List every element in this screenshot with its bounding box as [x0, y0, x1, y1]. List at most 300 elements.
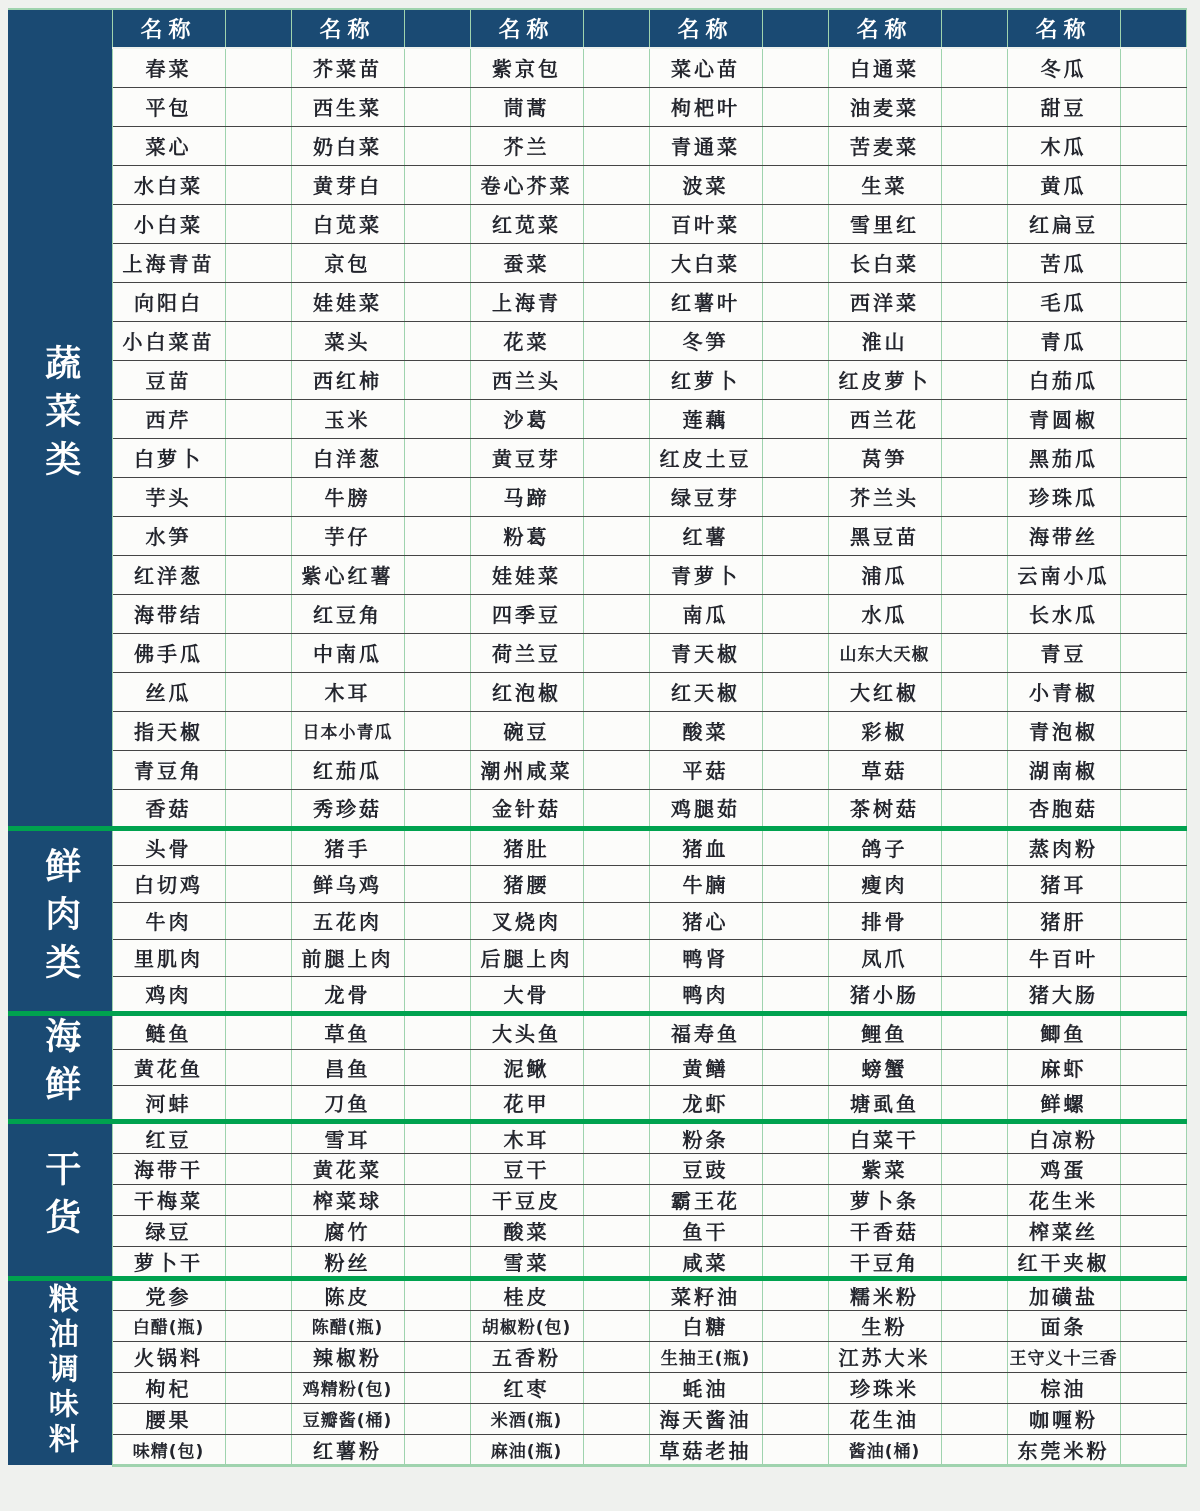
item-cell: 生粉 — [828, 1310, 941, 1341]
item-cell: 指天椒 — [112, 711, 225, 750]
item-cell: 波菜 — [649, 165, 762, 204]
price-cell — [404, 282, 470, 321]
price-cell — [941, 1215, 1007, 1246]
table-row — [8, 399, 1186, 438]
item-cell: 牛百叶 — [1007, 939, 1120, 976]
item-cell: 浦瓜 — [828, 555, 941, 594]
item-cell: 白通菜 — [828, 48, 941, 87]
price-cell — [1120, 1310, 1186, 1341]
table-row — [8, 633, 1186, 672]
price-cell — [404, 243, 470, 282]
price-cell — [225, 939, 291, 976]
table-row — [8, 204, 1186, 243]
price-cell — [762, 1049, 828, 1085]
table-row — [8, 1184, 1186, 1215]
item-cell: 黄豆芽 — [470, 438, 583, 477]
price-cell — [941, 828, 1007, 865]
price-cell — [225, 126, 291, 165]
table-row — [8, 243, 1186, 282]
price-cell — [941, 939, 1007, 976]
price-cell — [404, 1215, 470, 1246]
item-cell: 香菇 — [112, 789, 225, 828]
price-cell — [1120, 1215, 1186, 1246]
item-cell: 红洋葱 — [112, 555, 225, 594]
price-cell — [762, 865, 828, 902]
price-cell — [404, 1184, 470, 1215]
category-label: 干货 — [39, 1149, 81, 1246]
item-cell: 西洋菜 — [828, 282, 941, 321]
item-cell: 水笋 — [112, 516, 225, 555]
item-cell: 枸杞 — [112, 1372, 225, 1403]
price-cell — [762, 1341, 828, 1372]
table-row — [8, 750, 1186, 789]
item-cell: 小白菜 — [112, 204, 225, 243]
item-cell: 糯米粉 — [828, 1278, 941, 1310]
price-cell — [762, 165, 828, 204]
price-column-header — [1120, 9, 1186, 48]
table-row — [8, 516, 1186, 555]
item-cell: 后腿上肉 — [470, 939, 583, 976]
price-cell — [583, 711, 649, 750]
table-row — [8, 594, 1186, 633]
price-cell — [404, 438, 470, 477]
price-cell — [583, 438, 649, 477]
item-cell: 干豆皮 — [470, 1184, 583, 1215]
price-cell — [1120, 672, 1186, 711]
table-row — [8, 976, 1186, 1013]
item-cell: 火锅料 — [112, 1341, 225, 1372]
price-cell — [583, 1403, 649, 1434]
price-cell — [1120, 399, 1186, 438]
item-cell: 鲤鱼 — [828, 1013, 941, 1049]
item-cell: 青豆角 — [112, 750, 225, 789]
price-cell — [941, 1403, 1007, 1434]
item-cell: 蚕菜 — [470, 243, 583, 282]
item-cell: 佛手瓜 — [112, 633, 225, 672]
price-cell — [225, 282, 291, 321]
price-cell — [583, 1278, 649, 1310]
item-cell: 党参 — [112, 1278, 225, 1310]
price-cell — [583, 1246, 649, 1278]
item-cell: 鲫鱼 — [1007, 1013, 1120, 1049]
price-cell — [225, 1153, 291, 1184]
item-cell: 红薯粉 — [291, 1434, 404, 1465]
table-row — [8, 48, 1186, 87]
item-cell: 牛腩 — [649, 865, 762, 902]
price-cell — [1120, 750, 1186, 789]
category-cell — [8, 1278, 112, 1465]
price-cell — [225, 1184, 291, 1215]
price-cell — [404, 1403, 470, 1434]
price-cell — [1120, 711, 1186, 750]
price-cell — [1120, 516, 1186, 555]
price-cell — [762, 1153, 828, 1184]
table-row — [8, 438, 1186, 477]
price-cell — [404, 750, 470, 789]
item-cell: 青泡椒 — [1007, 711, 1120, 750]
item-cell: 西红柿 — [291, 360, 404, 399]
item-cell: 木耳 — [470, 1121, 583, 1153]
item-cell: 粉葛 — [470, 516, 583, 555]
price-cell — [404, 1153, 470, 1184]
item-cell: 四季豆 — [470, 594, 583, 633]
item-cell: 甜豆 — [1007, 87, 1120, 126]
price-cell — [1120, 789, 1186, 828]
item-cell: 东莞米粉 — [1007, 1434, 1120, 1465]
price-cell — [941, 1246, 1007, 1278]
item-cell: 莲藕 — [649, 399, 762, 438]
price-cell — [1120, 555, 1186, 594]
item-cell: 山东大天椒 — [828, 633, 941, 672]
price-cell — [762, 789, 828, 828]
price-cell — [941, 976, 1007, 1013]
price-cell — [583, 828, 649, 865]
item-cell: 黄瓜 — [1007, 165, 1120, 204]
price-cell — [941, 477, 1007, 516]
item-cell: 娃娃菜 — [291, 282, 404, 321]
price-cell — [404, 594, 470, 633]
item-cell: 上海青苗 — [112, 243, 225, 282]
price-cell — [762, 516, 828, 555]
item-cell: 荷兰豆 — [470, 633, 583, 672]
price-cell — [404, 1310, 470, 1341]
price-cell — [225, 204, 291, 243]
item-cell: 黄花鱼 — [112, 1049, 225, 1085]
table-row — [8, 126, 1186, 165]
item-cell: 绿豆芽 — [649, 477, 762, 516]
item-cell: 木耳 — [291, 672, 404, 711]
price-cell — [225, 438, 291, 477]
item-cell: 河蚌 — [112, 1085, 225, 1121]
price-cell — [941, 1085, 1007, 1121]
price-cell — [404, 1278, 470, 1310]
item-cell: 百叶菜 — [649, 204, 762, 243]
item-cell: 江苏大米 — [828, 1341, 941, 1372]
item-cell: 海带干 — [112, 1153, 225, 1184]
item-cell: 胡椒粉(包) — [470, 1310, 583, 1341]
item-cell: 榨菜丝 — [1007, 1215, 1120, 1246]
table-row — [8, 1341, 1186, 1372]
item-cell: 生菜 — [828, 165, 941, 204]
item-cell: 豆瓣酱(桶) — [291, 1403, 404, 1434]
table-row — [8, 555, 1186, 594]
item-cell: 黄芽白 — [291, 165, 404, 204]
item-cell: 雪菜 — [470, 1246, 583, 1278]
item-cell: 菜心 — [112, 126, 225, 165]
price-cell — [583, 555, 649, 594]
price-cell — [762, 633, 828, 672]
price-cell — [1120, 865, 1186, 902]
price-cell — [583, 750, 649, 789]
item-cell: 花甲 — [470, 1085, 583, 1121]
price-cell — [1120, 321, 1186, 360]
price-cell — [404, 976, 470, 1013]
price-cell — [1120, 1085, 1186, 1121]
table-row — [8, 1372, 1186, 1403]
item-cell: 鸡腿茹 — [649, 789, 762, 828]
item-cell: 木瓜 — [1007, 126, 1120, 165]
item-cell: 鸡肉 — [112, 976, 225, 1013]
item-cell: 红天椒 — [649, 672, 762, 711]
price-cell — [404, 672, 470, 711]
table-row — [8, 1278, 1186, 1310]
item-cell: 猪肝 — [1007, 902, 1120, 939]
price-cell — [941, 321, 1007, 360]
price-cell — [941, 1434, 1007, 1465]
category-label: 鲜肉类 — [39, 846, 81, 991]
price-cell — [1120, 976, 1186, 1013]
item-cell: 萝卜条 — [828, 1184, 941, 1215]
item-cell: 草菇老抽 — [649, 1434, 762, 1465]
table-row — [8, 1215, 1186, 1246]
price-cell — [1120, 204, 1186, 243]
item-cell: 牛膀 — [291, 477, 404, 516]
item-cell: 鱼干 — [649, 1215, 762, 1246]
item-cell: 红茄瓜 — [291, 750, 404, 789]
item-cell: 海带丝 — [1007, 516, 1120, 555]
price-cell — [404, 1434, 470, 1465]
item-cell: 丝瓜 — [112, 672, 225, 711]
price-cell — [762, 1184, 828, 1215]
item-cell: 日本小青瓜 — [291, 711, 404, 750]
price-cell — [583, 48, 649, 87]
price-cell — [225, 902, 291, 939]
table-row — [8, 1403, 1186, 1434]
price-cell — [225, 477, 291, 516]
price-cell — [1120, 1184, 1186, 1215]
price-cell — [225, 516, 291, 555]
table-row — [8, 939, 1186, 976]
price-cell — [941, 1372, 1007, 1403]
item-cell: 草菇 — [828, 750, 941, 789]
item-cell: 潮州咸菜 — [470, 750, 583, 789]
price-cell — [583, 672, 649, 711]
price-cell — [1120, 438, 1186, 477]
item-cell: 陈皮 — [291, 1278, 404, 1310]
column-header: 名称 — [828, 9, 941, 48]
item-cell: 红薯 — [649, 516, 762, 555]
column-header: 名称 — [1007, 9, 1120, 48]
price-cell — [941, 165, 1007, 204]
item-cell: 茶树菇 — [828, 789, 941, 828]
price-cell — [762, 750, 828, 789]
item-cell: 枸杷叶 — [649, 87, 762, 126]
item-cell: 瘦肉 — [828, 865, 941, 902]
price-cell — [583, 1372, 649, 1403]
category-label: 蔬菜类 — [39, 343, 81, 488]
price-cell — [941, 633, 1007, 672]
column-header: 名称 — [112, 9, 225, 48]
item-cell: 干香菇 — [828, 1215, 941, 1246]
price-cell — [225, 1013, 291, 1049]
price-cell — [404, 865, 470, 902]
item-cell: 向阳白 — [112, 282, 225, 321]
price-cell — [583, 1049, 649, 1085]
table-row — [8, 282, 1186, 321]
price-cell — [225, 1434, 291, 1465]
item-cell: 花生油 — [828, 1403, 941, 1434]
table-row — [8, 711, 1186, 750]
item-cell: 味精(包) — [112, 1434, 225, 1465]
price-cell — [583, 516, 649, 555]
item-cell: 杏胞菇 — [1007, 789, 1120, 828]
item-cell: 黄花菜 — [291, 1153, 404, 1184]
price-cell — [1120, 165, 1186, 204]
item-cell: 平菇 — [649, 750, 762, 789]
item-cell: 鸡精粉(包) — [291, 1372, 404, 1403]
price-cell — [583, 282, 649, 321]
item-cell: 排骨 — [828, 902, 941, 939]
item-cell: 黑茄瓜 — [1007, 438, 1120, 477]
price-cell — [762, 828, 828, 865]
price-cell — [941, 516, 1007, 555]
item-cell: 麻油(瓶) — [470, 1434, 583, 1465]
item-cell: 大骨 — [470, 976, 583, 1013]
price-cell — [583, 1310, 649, 1341]
price-cell — [1120, 633, 1186, 672]
price-cell — [762, 1434, 828, 1465]
item-cell: 春菜 — [112, 48, 225, 87]
price-cell — [762, 399, 828, 438]
item-cell: 龙骨 — [291, 976, 404, 1013]
price-cell — [225, 1341, 291, 1372]
table-row — [8, 1246, 1186, 1278]
price-cell — [583, 1121, 649, 1153]
price-cell — [225, 165, 291, 204]
item-cell: 豆苗 — [112, 360, 225, 399]
price-cell — [583, 1184, 649, 1215]
price-cell — [762, 204, 828, 243]
price-cell — [1120, 1403, 1186, 1434]
price-table — [8, 8, 1187, 1467]
price-cell — [941, 865, 1007, 902]
price-cell — [762, 243, 828, 282]
table-row — [8, 865, 1186, 902]
price-cell — [762, 939, 828, 976]
price-cell — [941, 282, 1007, 321]
table-row — [8, 1310, 1186, 1341]
price-cell — [1120, 594, 1186, 633]
table-row — [8, 360, 1186, 399]
price-cell — [762, 48, 828, 87]
price-cell — [762, 126, 828, 165]
item-cell: 中南瓜 — [291, 633, 404, 672]
item-cell: 芋头 — [112, 477, 225, 516]
price-cell — [762, 672, 828, 711]
price-cell — [762, 1215, 828, 1246]
item-cell: 鲢鱼 — [112, 1013, 225, 1049]
price-cell — [762, 1310, 828, 1341]
price-cell — [225, 711, 291, 750]
table-row — [8, 1121, 1186, 1153]
price-cell — [404, 1013, 470, 1049]
item-cell: 娃娃菜 — [470, 555, 583, 594]
item-cell: 猪大肠 — [1007, 976, 1120, 1013]
price-cell — [941, 126, 1007, 165]
price-cell — [583, 1434, 649, 1465]
item-cell: 福寿鱼 — [649, 1013, 762, 1049]
price-cell — [583, 594, 649, 633]
price-cell — [941, 1310, 1007, 1341]
item-cell: 塘虱鱼 — [828, 1085, 941, 1121]
price-cell — [225, 87, 291, 126]
price-cell — [583, 902, 649, 939]
item-cell: 奶白菜 — [291, 126, 404, 165]
price-cell — [941, 902, 1007, 939]
table-row — [8, 1434, 1186, 1465]
price-cell — [1120, 1341, 1186, 1372]
item-cell: 冬笋 — [649, 321, 762, 360]
item-cell: 咖喱粉 — [1007, 1403, 1120, 1434]
item-cell: 云南小瓜 — [1007, 555, 1120, 594]
price-cell — [762, 282, 828, 321]
price-column-header — [762, 9, 828, 48]
price-cell — [762, 555, 828, 594]
item-cell: 白切鸡 — [112, 865, 225, 902]
price-cell — [583, 976, 649, 1013]
item-cell: 雪耳 — [291, 1121, 404, 1153]
price-cell — [583, 1085, 649, 1121]
price-cell — [404, 399, 470, 438]
price-cell — [225, 976, 291, 1013]
price-cell — [941, 1013, 1007, 1049]
column-header: 名称 — [470, 9, 583, 48]
item-cell: 刀鱼 — [291, 1085, 404, 1121]
item-cell: 水白菜 — [112, 165, 225, 204]
item-cell: 蚝油 — [649, 1372, 762, 1403]
price-cell — [404, 789, 470, 828]
item-cell: 淮山 — [828, 321, 941, 360]
item-cell: 沙葛 — [470, 399, 583, 438]
item-cell: 鲜乌鸡 — [291, 865, 404, 902]
item-cell: 猪小肠 — [828, 976, 941, 1013]
price-cell — [583, 939, 649, 976]
price-cell — [941, 672, 1007, 711]
price-cell — [404, 902, 470, 939]
price-cell — [941, 1184, 1007, 1215]
price-cell — [225, 399, 291, 438]
price-table-body — [8, 9, 1186, 1465]
price-cell — [404, 516, 470, 555]
item-cell: 凤爪 — [828, 939, 941, 976]
item-cell: 长水瓜 — [1007, 594, 1120, 633]
item-cell: 昌鱼 — [291, 1049, 404, 1085]
price-cell — [1120, 1278, 1186, 1310]
item-cell: 辣椒粉 — [291, 1341, 404, 1372]
price-cell — [941, 1341, 1007, 1372]
item-cell: 棕油 — [1007, 1372, 1120, 1403]
price-cell — [941, 243, 1007, 282]
price-cell — [225, 360, 291, 399]
price-cell — [225, 555, 291, 594]
item-cell: 青天椒 — [649, 633, 762, 672]
item-cell: 冬瓜 — [1007, 48, 1120, 87]
item-cell: 红泡椒 — [470, 672, 583, 711]
item-cell: 红皮土豆 — [649, 438, 762, 477]
table-row — [8, 477, 1186, 516]
table-row — [8, 672, 1186, 711]
price-column-header — [941, 9, 1007, 48]
item-cell: 陈醋(瓶) — [291, 1310, 404, 1341]
item-cell: 红皮萝卜 — [828, 360, 941, 399]
table-row — [8, 1153, 1186, 1184]
price-cell — [941, 1153, 1007, 1184]
item-cell: 鸽子 — [828, 828, 941, 865]
item-cell: 豆干 — [470, 1153, 583, 1184]
item-cell: 加磺盐 — [1007, 1278, 1120, 1310]
item-cell: 彩椒 — [828, 711, 941, 750]
price-cell — [225, 750, 291, 789]
